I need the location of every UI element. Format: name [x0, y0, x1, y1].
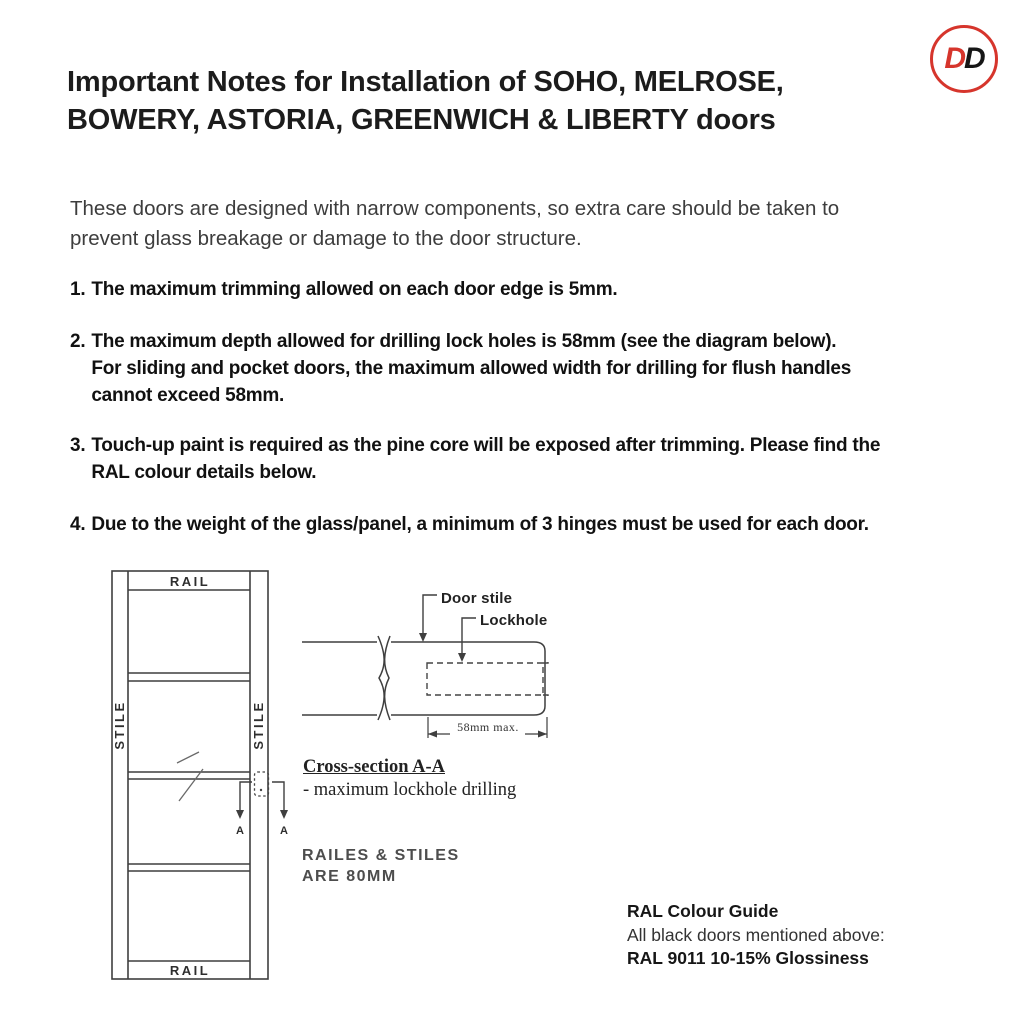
intro-paragraph	[70, 194, 839, 254]
note-1-number: 1.	[70, 279, 86, 300]
note-2-text: The maximum depth allowed for drilling lock holes is 58mm (see the diagram below). For sliding and pocket doors, the maximum allowed width for drilling for flush handles cannot exceed 58mm.	[91, 331, 852, 406]
door-elevation-diagram	[95, 563, 295, 995]
door-stile-callout-label: Door stile	[441, 590, 513, 607]
cross-section-diagram	[300, 578, 562, 750]
logo-letter-1: D	[944, 42, 964, 75]
note-item-3	[70, 432, 880, 486]
intro-line2: prevent glass breakage or damage to the door structure.	[70, 227, 582, 250]
lockhole-dot	[260, 789, 262, 791]
callout-arrowheads	[419, 633, 466, 662]
cross-section-caption	[303, 756, 516, 802]
section-a-left-label: A	[236, 825, 244, 837]
rails-note-line2: ARE 80MM	[302, 868, 397, 885]
rails-stiles-note	[302, 845, 460, 887]
cross-section-title: Cross-section A-A	[303, 757, 445, 777]
section-a-right-label: A	[280, 825, 288, 837]
section-cut-lines	[240, 782, 284, 811]
glass-pane-marks	[177, 752, 203, 801]
note-3-number: 3.	[70, 435, 86, 456]
note-3-text: Touch-up paint is required as the pine core will be exposed after trimming. Please find the RAL colour details below.	[91, 435, 881, 483]
note-2-number: 2.	[70, 331, 86, 352]
rail-bottom-label: RAIL	[169, 963, 211, 978]
page-title-line1: Important Notes for Installation of SOHO, MELROSE,	[67, 66, 784, 98]
note-1-text: The maximum trimming allowed on each door edge is 5mm.	[91, 279, 618, 300]
lockhole-position-mark	[255, 772, 269, 796]
note-item-1	[70, 276, 617, 303]
note-4-number: 4.	[70, 514, 86, 535]
rail-top-label: RAIL	[169, 574, 211, 589]
logo-text	[944, 44, 983, 74]
stile-right-label: STILE	[251, 700, 266, 750]
note-item-2	[70, 328, 851, 409]
ral-colour-guide	[627, 900, 885, 971]
dd-brand-logo	[930, 25, 998, 93]
intro-line1: These doors are designed with narrow components, so extra care should be taken to	[70, 197, 840, 220]
ral-guide-line2: RAL 9011 10-15% Glossiness	[627, 948, 869, 968]
lockhole-drill-outline	[427, 659, 548, 699]
stile-left-label: STILE	[112, 700, 127, 750]
rails-note-line1: RAILES & STILES	[302, 847, 460, 864]
page-title	[67, 63, 784, 139]
door-outline	[112, 571, 268, 979]
dimension-58mm-label: 58mm max.	[457, 720, 519, 734]
page-title-line2: BOWERY, ASTORIA, GREENWICH & LIBERTY doors	[67, 104, 776, 136]
ral-guide-line1: All black doors mentioned above:	[627, 924, 885, 945]
note-4-text: Due to the weight of the glass/panel, a minimum of 3 hinges must be used for each door.	[91, 514, 869, 535]
stile-cross-section-outline	[302, 636, 545, 720]
logo-letter-2: D	[964, 42, 984, 75]
note-item-4	[70, 511, 869, 538]
lockhole-callout-label: Lockhole	[480, 612, 548, 629]
ral-guide-title: RAL Colour Guide	[627, 901, 779, 921]
section-arrowheads	[236, 810, 288, 819]
cross-section-subtitle: - maximum lockhole drilling	[303, 780, 517, 800]
